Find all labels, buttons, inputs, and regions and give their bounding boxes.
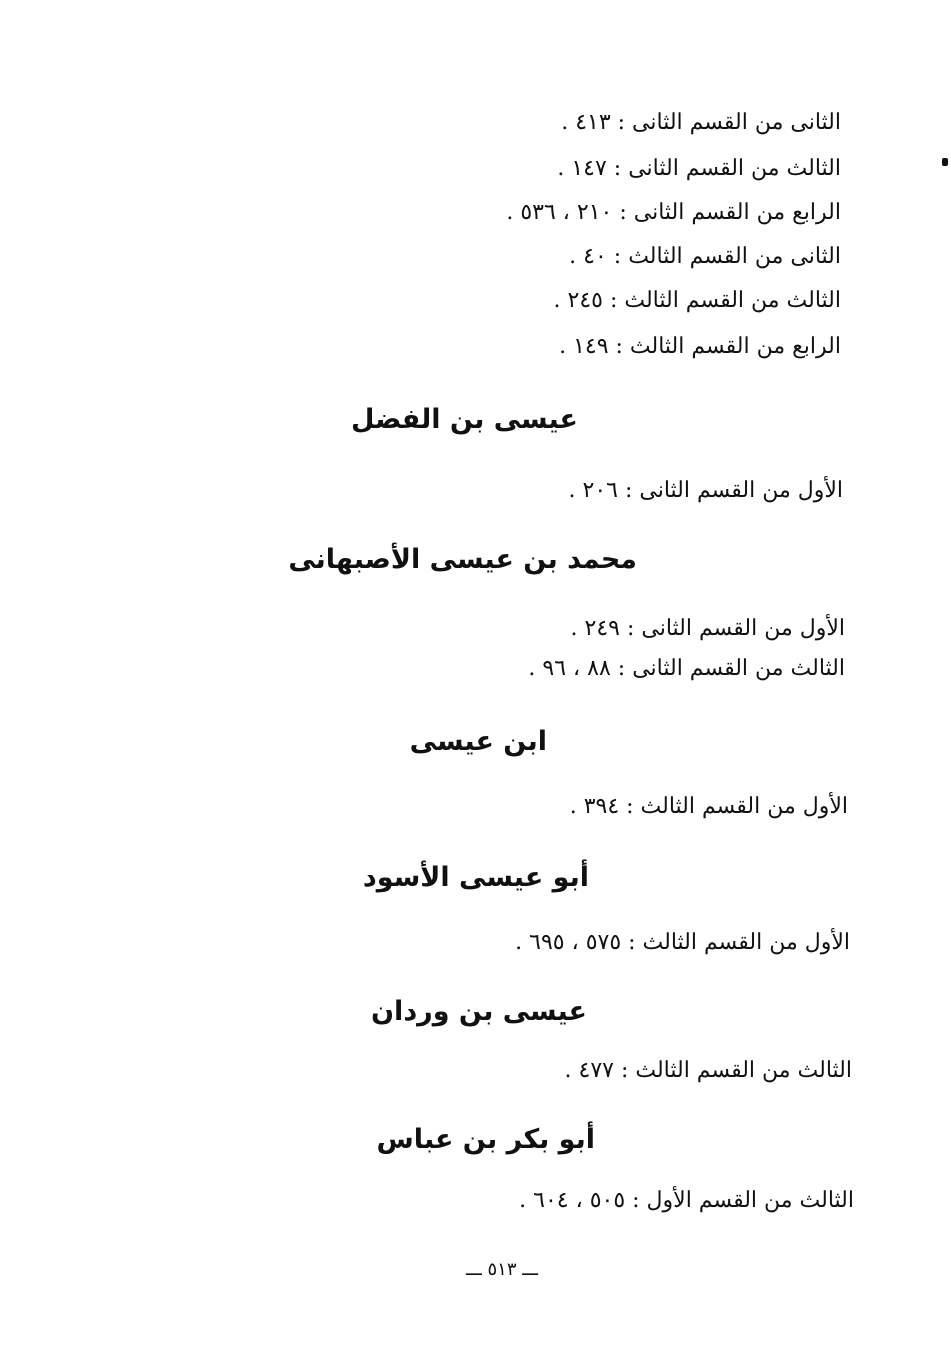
index-entry: الثالث من القسم الثانى : ١٤٧ .: [557, 156, 841, 181]
entry-heading: عيسى بن الفضل: [350, 404, 578, 435]
entry-heading: ابن عيسى: [409, 726, 547, 757]
index-entry: الثالث من القسم الثانى : ٨٨ ، ٩٦ .: [528, 656, 845, 681]
page-number: ـــ ٥١٣ ـــ: [465, 1259, 539, 1280]
index-entry: الثانى من القسم الثانى : ٤١٣ .: [561, 110, 841, 135]
index-entry: الثالث من القسم الأول : ٥٠٥ ، ٦٠٤ .: [519, 1188, 854, 1213]
index-entry: الأول من القسم الثانى : ٢٠٦ .: [568, 478, 843, 503]
entry-heading: أبو بكر بن عباس: [376, 1124, 595, 1155]
index-entry: الثالث من القسم الثالث : ٢٤٥ .: [553, 288, 841, 313]
entry-heading: محمد بن عيسى الأصبهانى: [288, 544, 637, 575]
index-entry: الأول من القسم الثانى : ٢٤٩ .: [570, 616, 845, 641]
index-entry: الرابع من القسم الثالث : ١٤٩ .: [559, 334, 841, 359]
index-entry: الأول من القسم الثالث : ٥٧٥ ، ٦٩٥ .: [515, 930, 850, 955]
margin-mark: [942, 158, 948, 166]
index-entry: الأول من القسم الثالث : ٣٩٤ .: [569, 794, 848, 819]
entry-heading: أبو عيسى الأسود: [362, 862, 589, 893]
index-entry: الثانى من القسم الثالث : ٤٠ .: [569, 244, 841, 269]
index-entry: الرابع من القسم الثانى : ٢١٠ ، ٥٣٦ .: [506, 200, 841, 225]
index-entry: الثالث من القسم الثالث : ٤٧٧ .: [564, 1058, 852, 1083]
entry-heading: عيسى بن وردان: [371, 996, 587, 1027]
